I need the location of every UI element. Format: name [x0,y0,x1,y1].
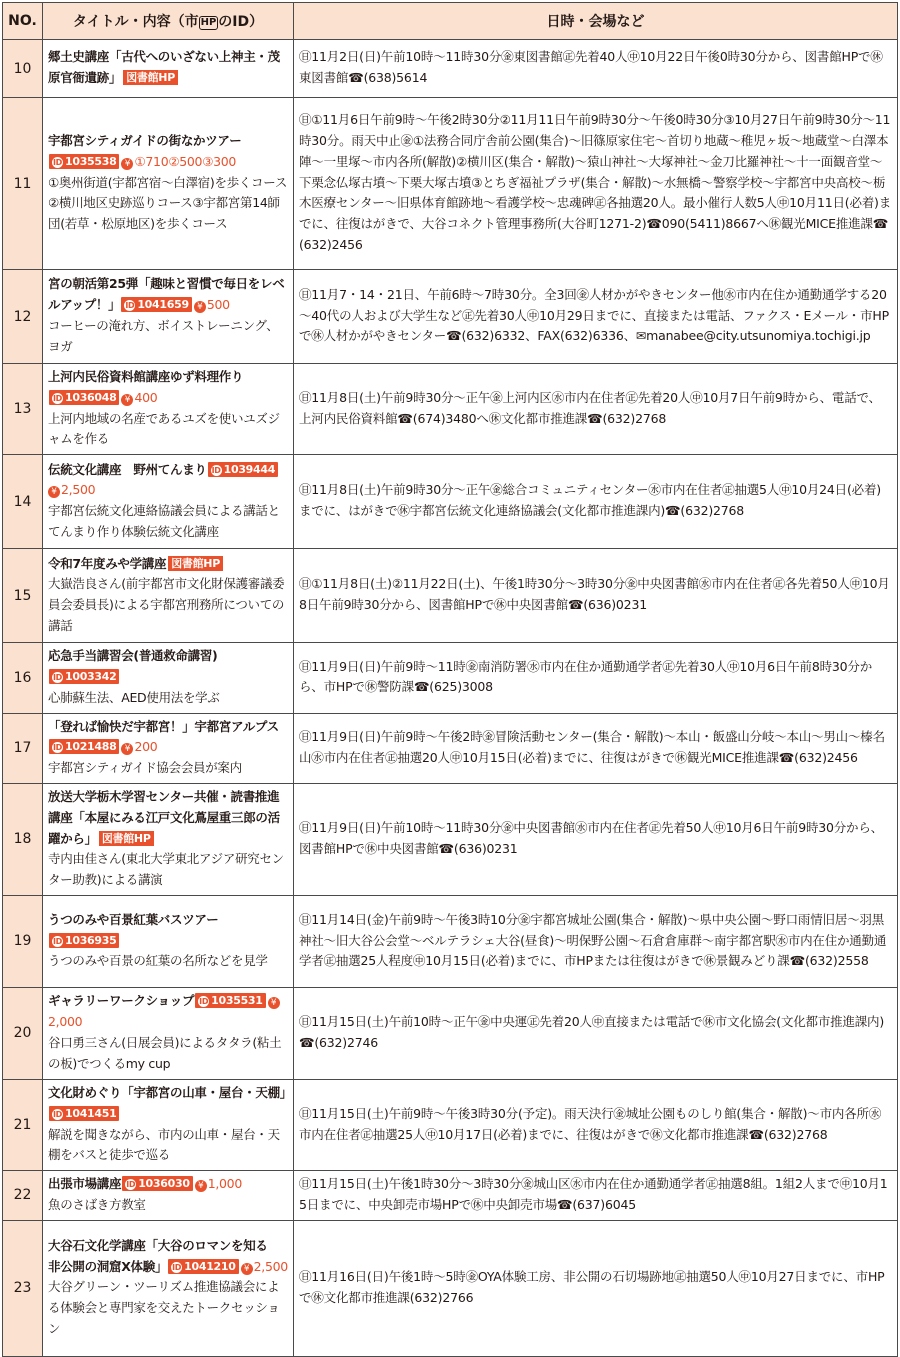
row-title-cell [43,1079,294,1170]
id-icon: ID [211,465,221,475]
event-info: ㊐11月8日(土)午前9時30分～正午㊎総合コミュニティセンター㊌市内在住者㊣抽選5人㊥10月24日(必着)までに、はがきで㊡宇都宮伝統文化連絡協議会(文化都市推進課内)☎(632)2768 [294,455,898,549]
event-info: ㊐11月8日(土)午前9時30分～正午㊎上河内区㊌市内在住者㊣先着20人㊥10月7日午前9時から、電話で、上河内民俗資料館☎(674)3480へ㊡文化都市推進課☎(632)2768 [294,364,898,455]
event-description: 魚のさばき方教室 [48,1196,146,1212]
event-description: 大谷グリーン・ツーリズム推進協議会による体験会と専門家を交えたトークセッション [48,1279,280,1336]
header-title [43,3,294,40]
event-title: 宇都宮シティガイドの街なかツアー [48,133,242,148]
id-icon: ID [126,1180,136,1190]
table-body [3,40,898,1357]
row-number: 23 [3,1220,43,1356]
fee [195,1176,242,1191]
event-title: 上河内民俗資料館講座ゆず料理作り [48,369,244,384]
event-description: 谷口勇三さん(日展会員)によるタタラ(粘土の板)でつくるmy cup [48,1034,282,1071]
table-row [3,895,898,987]
table-row [3,270,898,364]
row-title-cell [43,643,294,713]
id-value: 1041210 [184,1259,236,1273]
yen-icon: ¥ [48,486,60,498]
header-info: 日時・会場など [294,3,898,40]
row-title-cell [43,270,294,364]
table-row [3,643,898,713]
row-number: 13 [3,364,43,455]
id-badge [49,669,119,684]
fee-value: 2,500 [253,1258,288,1274]
event-title: 放送大学栃木学習センター共催・読書推進講座「本屋にみる江戸文化蔦屋重三郎の活躍から」 [48,788,280,846]
fee-value: 400 [134,389,158,405]
event-title: 出張市場講座 [48,1176,122,1192]
id-value: 1041659 [137,298,189,312]
row-number: 19 [3,895,43,987]
id-value: 1003342 [65,669,117,683]
event-description: 宇都宮伝統文化連絡協議会員による講話とてんまり作り体験伝統文化講座 [48,503,280,539]
row-number: 10 [3,40,43,98]
event-title: 大谷石文化学講座「大谷のロマンを知る 非公開の洞窟X体験」 [48,1237,280,1274]
id-badge [208,462,278,477]
library-hp-badge: 図書館HP [99,831,154,846]
id-badge [49,933,119,948]
fee [194,297,230,312]
fee-value: 500 [206,297,230,313]
event-description: ①奥州街道(宇都宮宿～白澤宿)を歩くコース②横川地区史跡巡りコース③宇都宮第14師団(若草・松原地区)を歩くコース [48,174,288,232]
yen-icon: ¥ [121,158,133,170]
yen-icon: ¥ [121,394,133,406]
id-value: 1036935 [65,933,117,947]
row-title-cell [43,40,294,98]
header-hp-mark: HP [200,17,217,28]
row-title-cell [43,1220,294,1356]
id-value: 1039444 [223,462,276,476]
id-badge [121,297,191,312]
library-hp-badge: 図書館HP [123,70,178,85]
fee-value: 2,000 [48,1014,83,1030]
event-table [2,2,898,1357]
id-icon: ID [172,1262,182,1272]
row-title-cell [43,713,294,783]
row-number: 12 [3,270,43,364]
event-title: うつのみや百景紅葉バスツアー [48,911,219,927]
id-icon: ID [52,672,63,682]
event-info: ㊐11月9日(日)午前9時～11時㊎南消防署㊌市内在住か通勤通学者㊣先着30人㊥10月6日午前8時30分から、市HPで㊡警防課☎(625)3008 [294,643,898,713]
fee [121,739,157,754]
row-number: 21 [3,1079,43,1170]
yen-icon: ¥ [121,743,133,755]
event-title: 宮の朝活第25弾「趣味と習慣で毎日をレベルアップ！」 [48,276,285,313]
fee [48,482,95,497]
event-info: ㊐11月7・14・21日、午前6時～7時30分。全3回㊎人材かがやきセンター他㊌市内在住か通勤通学する20～40代の人および大学生など㊣先着30人㊥10月29日までに、直接または電話、ファクス・Eメール・市HPで㊡人材かがやきセンター☎(632)6332、FAX(632)6336、✉manabee@city.utsunomiya.tochigi.jp [294,270,898,364]
table-row [3,713,898,783]
event-description: うつのみや百景の紅葉の名所などを見学 [48,953,268,969]
row-title-cell [43,98,294,270]
event-description: 解説を聞きながら、市内の山車・屋台・天棚をバスと徒歩で巡る [48,1126,280,1163]
id-value: 1036030 [138,1177,190,1191]
event-info: ㊐11月15日(土)午前10時～正午㊎中央運㊣先着20人㊥直接または電話で㊡市文化協会(文化都市推進課内)☎(632)2746 [294,987,898,1079]
id-icon: ID [52,936,63,946]
library-hp-badge: 図書館HP [168,556,223,571]
event-info: ㊐11月15日(土)午前9時～午後3時30分(予定)。雨天決行㊎城址公園ものしり館(集合・解散)～市内各所㊌市内在住者㊣抽選25人㊥10月17日(必着)までに、往復はがきで㊡文化都市推進課☎(632)2768 [294,1079,898,1170]
yen-icon: ¥ [195,1180,207,1192]
event-title: 伝統文化講座 野州てんまり [48,461,207,477]
table-row [3,987,898,1079]
row-title-cell [43,1171,294,1221]
table-row [3,98,898,270]
row-number: 16 [3,643,43,713]
header-title-prefix: タイトル・内容（市 [72,14,199,30]
table-row [3,364,898,455]
fee-value: 2,500 [61,482,96,498]
id-badge [49,154,119,169]
yen-icon: ¥ [194,301,206,313]
yen-icon: ¥ [241,1263,253,1275]
id-icon: ID [52,743,63,753]
row-number: 18 [3,783,43,895]
row-number: 22 [3,1171,43,1221]
id-icon: ID [199,997,209,1007]
event-title: 「登れば愉快だ宇都宮！」宇都宮アルプス [48,718,279,734]
table-row [3,455,898,549]
event-info: ㊐11月15日(土)午後1時30分～3時30分㊎城山区㊌市内在住か通勤通学者㊣抽選8組。1組2人まで㊥10月15日までに、中央卸売市場HPで㊡中央卸売市場☎(637)6045 [294,1171,898,1221]
event-title: 令和7年度みや学講座 [48,555,167,571]
event-title: 応急手当講習会(普通救命講習) [48,648,218,664]
event-description: 寺内由佳さん(東北大学東北アジア研究センター助教)による講演 [48,851,284,888]
event-description: 大嶽浩良さん(前宇都宮市文化財保護審議委員会委員長)による宇都宮刑務所についての講話 [48,576,285,633]
event-info: ㊐11月14日(金)午前9時～午後3時10分㊎宇都宮城址公園(集合・解散)～県中央公園～野口雨情旧居～羽黒神社～旧大谷公会堂～ベルテラシェ大谷(昼食)～明保野公園～石倉倉庫群～南宇都宮駅㊌市内在住か通勤通学者㊣抽選25人程度㊥10月15日(必着)までに、市HPまたは往復はがきで㊡景観みどり課☎(632)2558 [294,895,898,987]
header-title-suffix: のID） [218,14,264,30]
row-title-cell [43,895,294,987]
row-number: 20 [3,987,43,1079]
row-number: 14 [3,455,43,549]
yen-icon: ¥ [268,997,280,1009]
event-description: コーヒーの淹れ方、ボイストレーニング、ヨガ [48,318,279,354]
event-description: 上河内地域の名産であるユズを使いユズジャムを作る [48,410,280,447]
id-value: 1041451 [65,1106,117,1120]
event-info: ㊐11月16日(日)午後1時～5時㊎OYA体験工房、非公開の石切場跡地㊣抽選50人㊥10月27日までに、市HPで㊡文化都市推進課(632)2766 [294,1220,898,1356]
event-title: ギャラリーワークショップ [48,993,195,1009]
row-title-cell [43,549,294,643]
header-no: NO. [3,3,43,40]
id-icon: ID [52,1109,63,1119]
event-description: 宇都宮シティガイド協会会員が案内 [48,760,242,776]
id-value: 1036048 [65,390,117,404]
event-title: 郷土史講座「古代へのいざない上神主・茂原官衙遺跡」 [48,49,280,85]
event-info: ㊐11月9日(日)午前9時～午後2時㊎冒険活動センター(集合・解散)～本山・飯盛山分岐～本山～男山～榛名山㊌市内在住者㊣抽選20人㊥10月15日(必着)までに、往復はがきで㊡観光MICE推進課☎(632)2456 [294,713,898,783]
fee-value: ①710②500③300 [134,153,237,169]
id-badge [49,1106,119,1121]
fee-value: 200 [134,739,158,755]
id-badge [122,1176,192,1191]
event-info: ㊐①11月6日午前9時～午後2時30分②11月11日午前9時30分～午後0時30分③10月27日午前9時30分～11時30分。雨天中止㊎①法務合同庁舎前公園(集合)～旧篠原家住宅～首切り地蔵～稚児ヶ坂～地蔵堂～白澤本陣～一里塚～市内各所(解散)②横川区(集合・解散)～猿山神社～大塚神社～金刀比羅神社～十一面観音堂～下栗念仏塚古墳～下栗大塚古墳③とちぎ福祉プラザ(集合・解散)～水無橋～警察学校～宇都宮中央高校～栃木医療センター～旧県体育館跡地～看護学校～忠魂碑㊣各抽選20人。最小催行人数5人㊥10月11日(必着)までに、往復はがきで、大谷コネクト管理事務所(大谷町1271-2)☎090(5411)8667へ㊡観光MICE推進課☎(632)2456 [294,98,898,270]
id-value: 1021488 [65,740,117,754]
fee-value: 1,000 [207,1176,242,1192]
row-number: 11 [3,98,43,270]
fee [121,154,236,169]
fee [121,390,157,405]
table-row [3,1079,898,1170]
id-value: 1035531 [211,994,263,1008]
id-badge [168,1259,238,1274]
table-row [3,40,898,98]
event-info: ㊐11月9日(日)午前10時～11時30分㊎中央図書館㊌市内在住者㊣先着50人㊥10月6日午前9時30分から、図書館HPで㊡中央図書館☎(636)0231 [294,783,898,895]
row-title-cell [43,364,294,455]
id-badge [49,390,119,405]
row-title-cell [43,987,294,1079]
row-title-cell [43,455,294,549]
id-icon: ID [52,157,63,167]
event-description: 心肺蘇生法、AED使用法を学ぶ [48,689,220,705]
row-number: 17 [3,713,43,783]
table-row [3,783,898,895]
row-title-cell [43,783,294,895]
id-icon: ID [125,301,135,311]
table-row [3,1220,898,1356]
id-badge [195,993,265,1008]
id-badge [49,739,119,754]
event-info: ㊐11月2日(日)午前10時～11時30分㊎東図書館㊣先着40人㊥10月22日午後0時30分から、図書館HPで㊡東図書館☎(638)5614 [294,40,898,98]
table-row [3,549,898,643]
fee [241,1259,288,1274]
id-value: 1035538 [65,154,117,168]
event-info: ㊐①11月8日(土)②11月22日(土)、午後1時30分～3時30分㊎中央図書館㊌市内在住者㊣各先着50人㊥10月8日午前9時30分から、図書館HPで㊡中央図書館☎(636)0231 [294,549,898,643]
row-number: 15 [3,549,43,643]
table-header-row [3,3,898,40]
event-title: 文化財めぐり「宇都宮の山車・屋台・天棚」 [48,1084,293,1100]
table-row [3,1171,898,1221]
id-icon: ID [52,393,63,403]
